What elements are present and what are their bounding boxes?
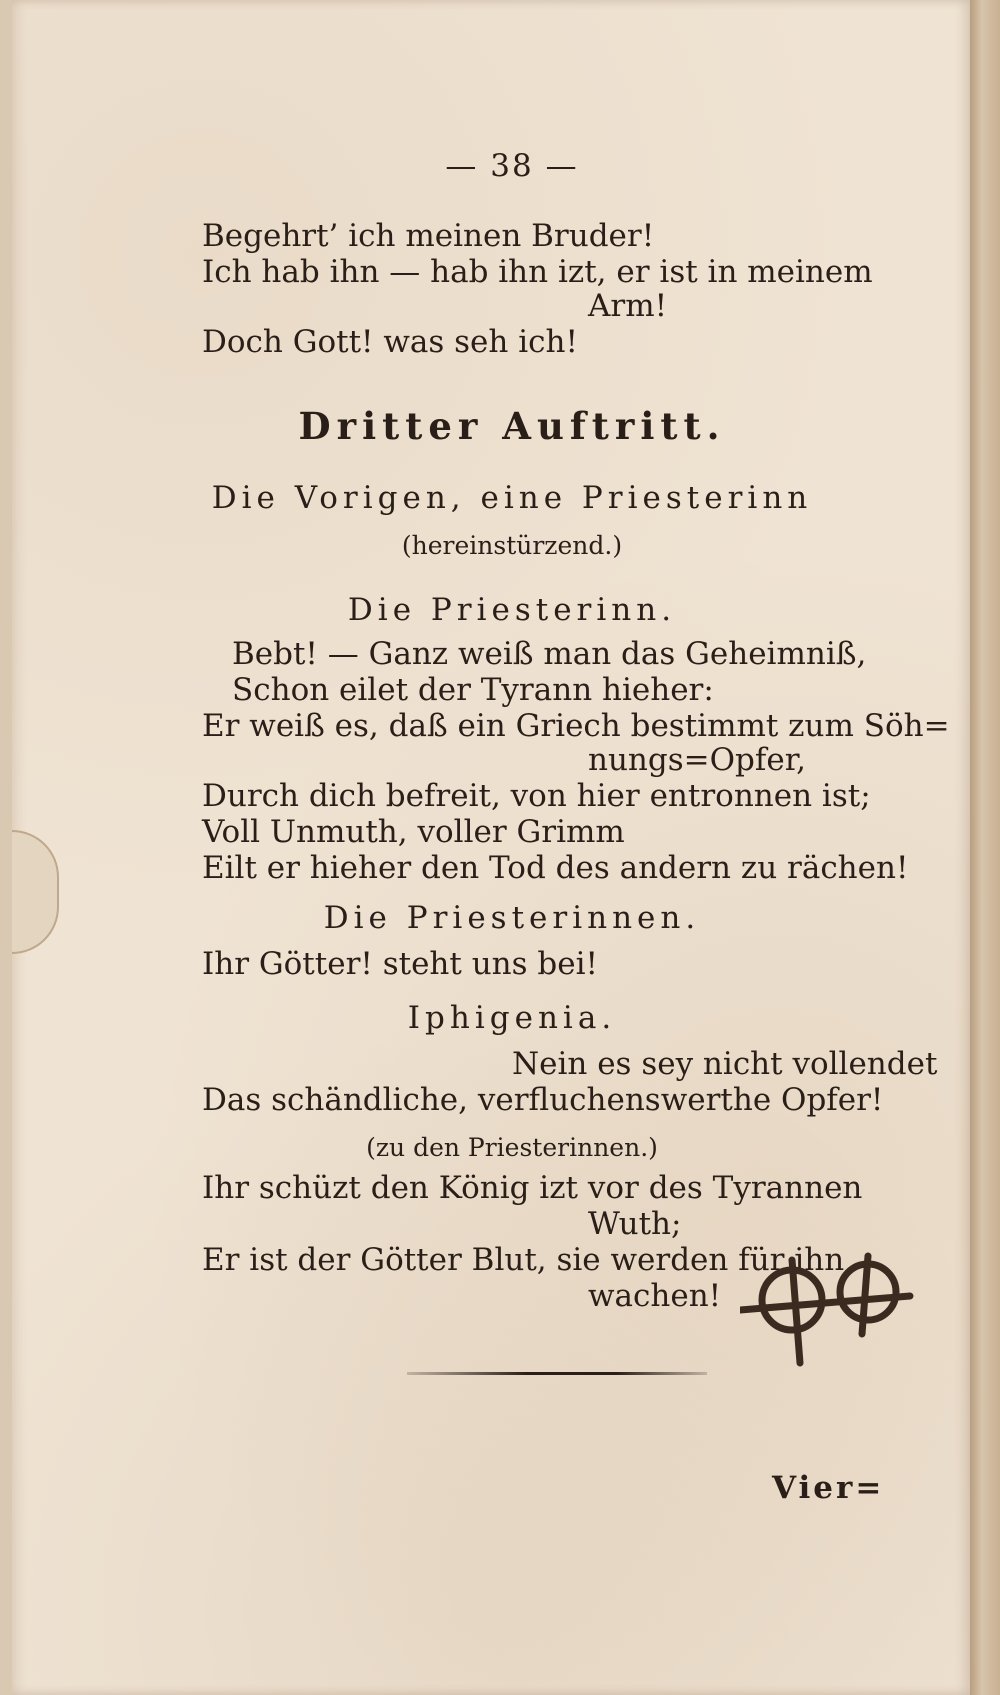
- speaker-name: Die Priesterinn.: [347, 592, 677, 628]
- scene-heading: Dritter Auftritt.: [298, 404, 726, 448]
- speech-line: wachen!: [588, 1278, 722, 1314]
- speech-line: Das schändliche, verfluchenswerthe Opfer!: [202, 1082, 884, 1118]
- speaker-name: Iphigenia.: [407, 1000, 617, 1036]
- speech-line: Bebt! — Ganz weiß man das Geheimniß,: [232, 636, 867, 672]
- speech-line: Wuth;: [588, 1206, 682, 1242]
- scene-cast: Die Vorigen, eine Priesterinn: [211, 480, 813, 516]
- text-line: Begehrt’ ich meinen Bruder!: [202, 218, 655, 254]
- book-page: [12, 0, 970, 1695]
- speech-line: Durch dich befreit, von hier entronnen ist;: [202, 778, 871, 814]
- speech-line: Er ist der Götter Blut, sie werden für ihn: [202, 1242, 845, 1278]
- speech-line: nungs=Opfer,: [588, 742, 806, 778]
- page-edge: [970, 0, 1000, 1695]
- section-rule: [407, 1372, 707, 1375]
- text-line: Arm!: [588, 288, 668, 324]
- text-line: Ich hab ihn — hab ihn izt, er ist in meinem: [202, 254, 873, 290]
- speaker-name: Die Priesterinnen.: [323, 900, 701, 936]
- speech-line: Er weiß es, daß ein Griech bestimmt zum Söh=: [202, 708, 950, 744]
- speech-line: Schon eilet der Tyrann hieher:: [232, 672, 714, 708]
- library-stamp-icon: [740, 1238, 920, 1368]
- speech-line: Nein es sey nicht vollendet: [512, 1046, 938, 1082]
- scene-stage-direction: (hereinstürzend.): [401, 531, 623, 560]
- page-number: — 38 —: [445, 148, 579, 184]
- catchword: Vier=: [772, 1470, 885, 1506]
- stage-direction: (zu den Priesterinnen.): [366, 1133, 658, 1162]
- speech-line: Ihr Götter! steht uns bei!: [202, 946, 598, 982]
- speech-line: Voll Unmuth, voller Grimm: [202, 814, 625, 850]
- speech-line: Ihr schüzt den König izt vor des Tyrannen: [202, 1170, 863, 1206]
- speech-line: Eilt er hieher den Tod des andern zu rächen!: [202, 850, 909, 886]
- text-line: Doch Gott! was seh ich!: [202, 324, 578, 360]
